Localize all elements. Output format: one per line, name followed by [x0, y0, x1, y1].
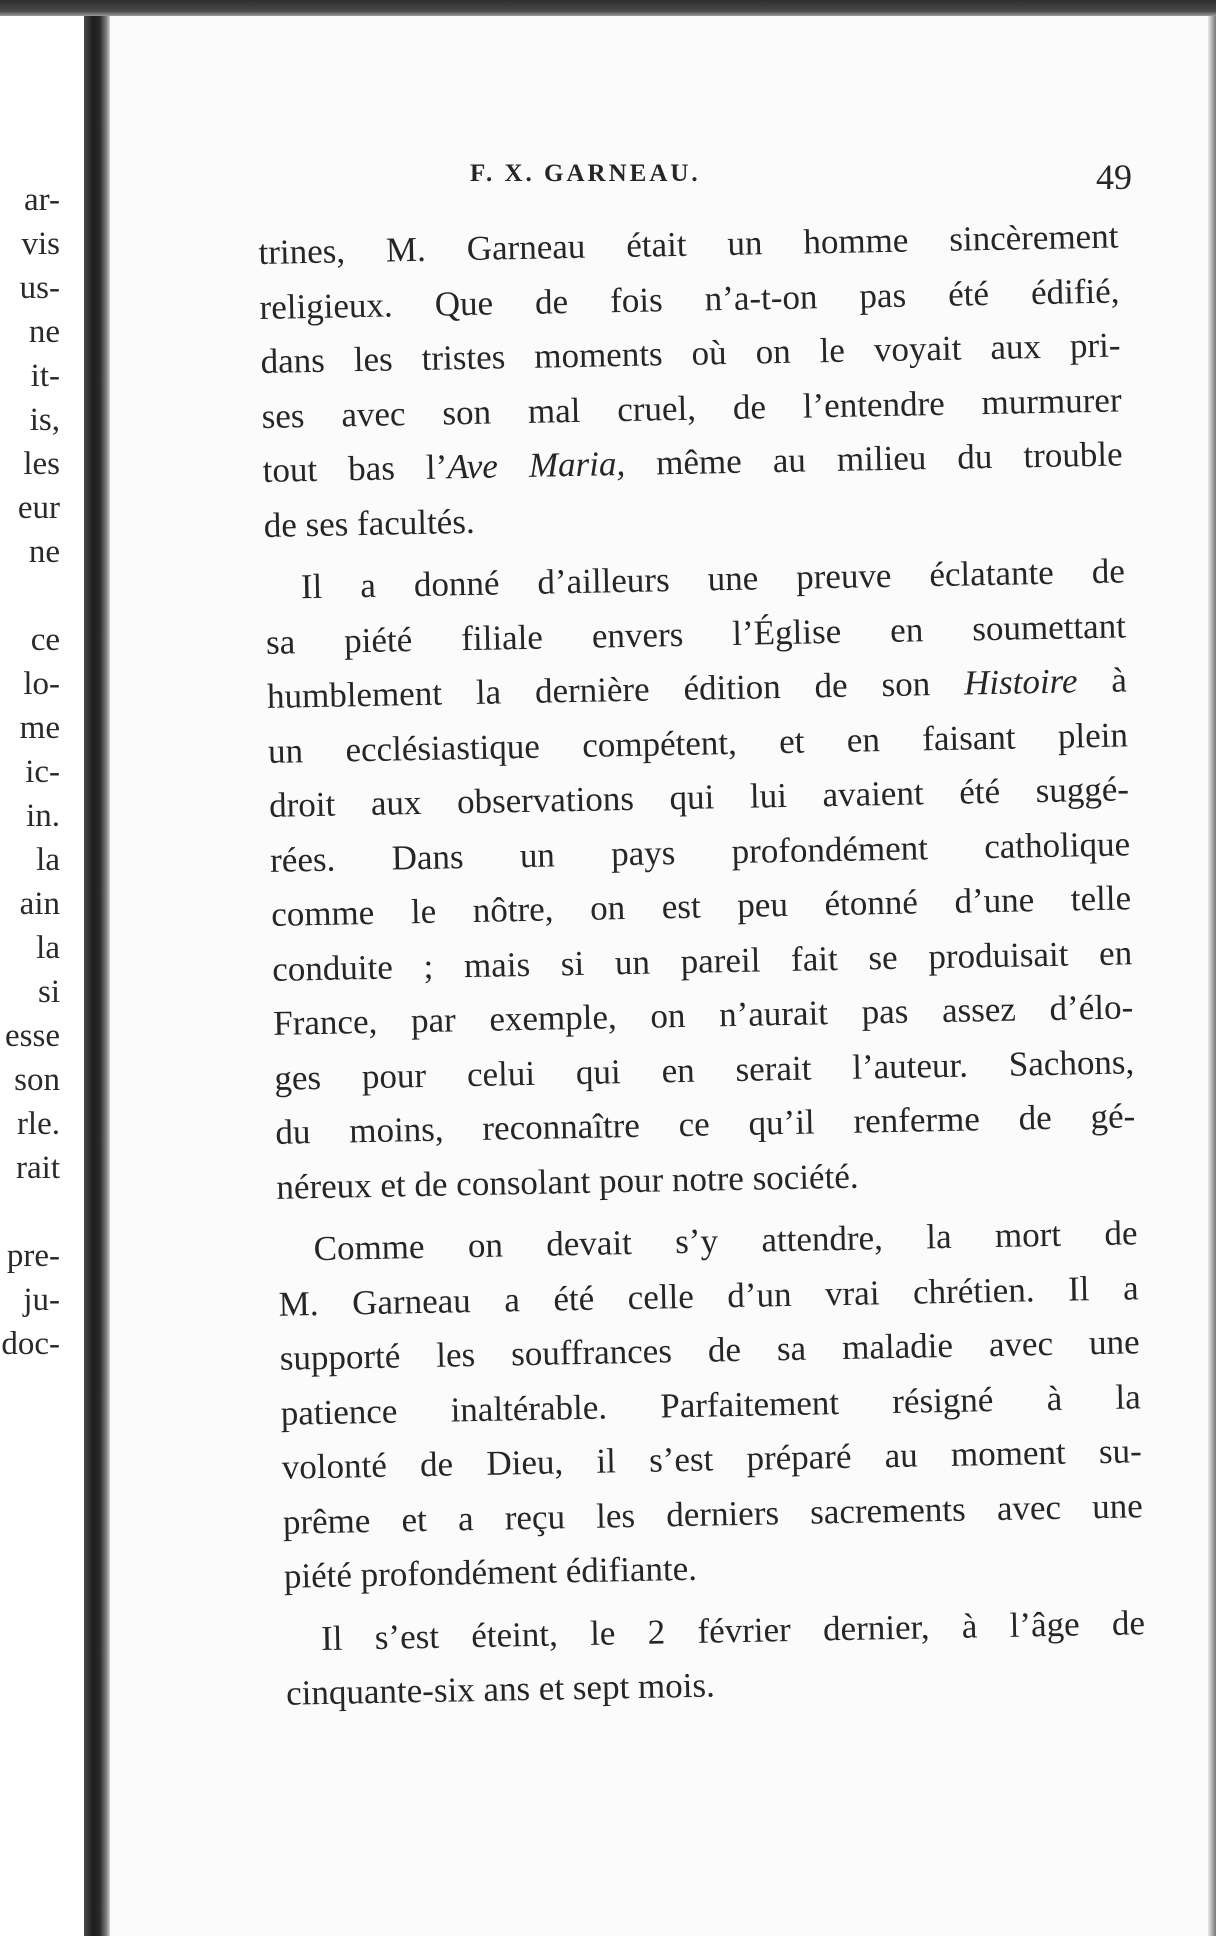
text-segment: prême et a reçu les derniers sacrements avec une	[282, 1485, 1144, 1542]
text-segment: sa piété filiale envers l’Église en soumettant	[265, 605, 1127, 662]
text-segment: même au milieu du trouble	[624, 434, 1123, 483]
body-text	[258, 209, 1147, 1721]
book-top-edge	[0, 0, 1216, 16]
paragraph	[285, 1596, 1147, 1721]
text-segment: ges pour celui qui en serait l’auteur. Sachons,	[273, 1041, 1135, 1098]
page-number: 49	[1096, 157, 1132, 197]
facing-page-line: ne	[28, 314, 60, 350]
facing-page-line: doc-	[1, 1326, 60, 1362]
facing-page-line: rait	[16, 1150, 60, 1186]
text-segment: conduite ; mais si un pareil fait se produisait en	[271, 932, 1133, 989]
facing-page-line: ar-	[24, 182, 60, 218]
facing-page-line: la	[36, 930, 60, 966]
facing-page-line: si	[37, 974, 60, 1010]
text-segment: Il a donné d’ailleurs une preuve éclatante de	[300, 551, 1126, 607]
facing-page-line: eur	[17, 490, 60, 526]
text-segment: humblement la dernière édition de son	[266, 663, 965, 716]
facing-page-line: rle.	[16, 1106, 60, 1142]
italic-title: Ave Maria,	[446, 443, 626, 487]
facing-page-line: ic-	[25, 754, 60, 790]
facing-page-line: us-	[19, 270, 60, 306]
text-segment: rées. Dans un pays profondément catholique	[269, 823, 1131, 880]
facing-page-line: ce	[30, 622, 60, 658]
paragraph	[277, 1206, 1144, 1604]
facing-page-line: la	[36, 842, 60, 878]
page-right-edge	[1208, 16, 1216, 1936]
running-head: F. X. GARNEAU.	[470, 160, 701, 187]
facing-page-line: ain	[19, 886, 60, 922]
facing-page-line: is,	[29, 402, 60, 438]
text-segment: religieux. Que de fois n’a-t-on pas été édifié,	[259, 270, 1120, 327]
text-segment: dans les tristes moments où on le voyait aux pri-	[260, 325, 1121, 381]
facing-page-line: lo-	[23, 666, 60, 702]
facing-page-line: vis	[21, 226, 60, 262]
text-segment: cinquante-six ans et sept mois.	[285, 1665, 716, 1713]
text-segment: supporté les souffrances de sa maladie avec une	[279, 1322, 1140, 1378]
text-segment: néreux et de consolant pour notre société.	[276, 1156, 859, 1207]
text-segment: de ses facultés.	[263, 501, 475, 545]
text-segment: patience inaltérable. Parfaitement résigné à la	[280, 1376, 1142, 1433]
facing-page-fragment	[0, 16, 84, 1936]
text-segment: ses avec son mal cruel, de l’entendre murmurer	[261, 379, 1122, 436]
facing-page-line: it-	[30, 358, 60, 394]
text-segment: trines, M. Garneau était un homme sincèrement	[258, 216, 1119, 272]
text-segment: volonté de Dieu, il s’est préparé au moment su-	[281, 1431, 1143, 1487]
text-segment: Comme on devait s’y attendre, la mort de	[313, 1213, 1138, 1269]
text-segment: Il s’est éteint, le 2 février dernier, à l’âge de	[320, 1602, 1146, 1658]
facing-page-line: in.	[26, 798, 60, 834]
text-segment: un ecclésiastique compétent, et en faisant plein	[267, 714, 1129, 771]
book-gutter	[84, 16, 110, 1936]
text-segment: à	[1077, 660, 1128, 701]
text-segment: France, par exemple, on n’aurait pas assez d’élo-	[272, 987, 1134, 1043]
text-segment: tout bas l’	[262, 447, 448, 490]
text-segment: comme le nôtre, on est peu étonné d’une telle	[270, 878, 1132, 934]
facing-page-line: ju-	[23, 1282, 60, 1318]
book-page	[110, 16, 1208, 1936]
page-header	[470, 156, 1132, 204]
facing-page-line: ne	[28, 534, 60, 570]
paragraph	[258, 209, 1124, 552]
facing-page-line: me	[19, 710, 60, 746]
facing-page-line: pre-	[6, 1238, 60, 1274]
text-segment: M. Garneau a été celle d’un vrai chrétien. Il a	[278, 1267, 1139, 1324]
text-segment: droit aux observations qui lui avaient été suggé-	[268, 769, 1130, 825]
italic-title: Histoire	[963, 661, 1078, 703]
paragraph	[264, 544, 1136, 1214]
facing-page-line: les	[23, 446, 60, 482]
facing-page-line: esse	[5, 1018, 60, 1054]
text-segment: piété profondément édifiante.	[283, 1548, 698, 1596]
facing-page-line: son	[14, 1062, 60, 1098]
text-segment: du moins, reconnaître ce qu’il renferme de gé-	[275, 1096, 1136, 1152]
